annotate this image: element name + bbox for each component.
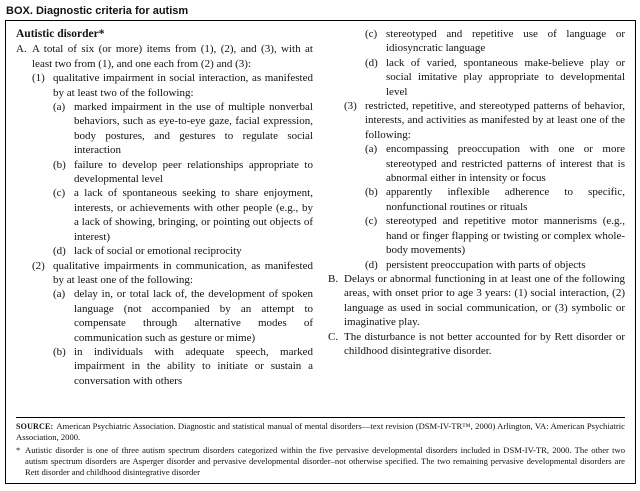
criteria-box: [5, 20, 636, 484]
criterion-text: a lack of spontaneous seeking to share enjoyment, interests, or achievements with other people (e.g., by a lack of showing, bringing, or pointing out objects of interest): [74, 187, 313, 243]
footnote-text: Autistic disorder is one of three autism spectrum disorders categorized within the five pervasive developmental disorders included in DSM-IV-TR, 2000. The other two autism spectrum disorders are Asperger disorder and pervasive developmental disorder–not otherwise specified. The two remaining pervasive developmental disorders are Rett disorder and childhood disintegrative disorder: [25, 445, 625, 477]
criterion-text: persistent preoccupation with parts of objects: [386, 258, 586, 271]
footnote-marker: *: [16, 445, 21, 455]
criterion-text: lack of varied, spontaneous make-believe play or social imitative play appropriate to developmental level: [386, 56, 625, 98]
criterion-text: failure to develop peer relationships appropriate to developmental level: [74, 158, 313, 186]
left-column: [16, 27, 313, 413]
source-text: American Psychiatric Association. Diagnostic and statistical manual of mental disorders—text revision (DSM-IV-TR™, 2000) Arlington, VA: American Psychiatric Association, 2000.: [16, 421, 625, 442]
criterion-text: A total of six (or more) items from (1), (2), and (3), with at least two from (1), and one each from (2) and (3):: [32, 43, 313, 70]
criterion-label: (b): [53, 345, 66, 358]
criterion-text: in individuals with adequate speech, marked impairment in the ability to initiate or sustain a conversation with others: [74, 345, 313, 387]
criterion-text: apparently inflexible adherence to specific, nonfunctional routines or rituals: [386, 186, 625, 213]
criterion-text: qualitative impairment in social interaction, as manifested by at least two of the following:: [53, 72, 313, 99]
criterion-text: marked impairment in the use of multiple nonverbal behaviors, such as eye-to-eye gaze, facial expression, body postures, and gestures to regulate social interaction: [74, 101, 313, 157]
footnote: [16, 445, 625, 478]
criterion-label: (a): [53, 101, 66, 114]
criterion-label: (c): [365, 28, 378, 40]
criterion-label: B.: [328, 272, 339, 285]
criterion-A1a: [16, 100, 313, 158]
criterion-text: restricted, repetitive, and stereotyped patterns of behavior, interests, and activities as manifested by at least one of the following:: [365, 100, 625, 141]
criterion-A2c: [328, 27, 625, 56]
criterion-label: (b): [53, 158, 66, 171]
criterion-label: (a): [53, 288, 66, 301]
criterion-A1c: [16, 186, 313, 244]
criterion-text: stereotyped and repetitive use of language or idiosyncratic language: [386, 28, 625, 55]
criterion-B: [328, 272, 625, 330]
criterion-A1: [16, 71, 313, 100]
source-label: SOURCE:: [16, 422, 54, 431]
criterion-A3c: [328, 214, 625, 257]
criterion-text: Delays or abnormal functioning in at least one of the following areas, with onset prior to age 3 years: (1) social interaction, (2) language as used in social communication, or (3) symbolic or imaginative play.: [344, 272, 625, 329]
criterion-A2d: [328, 56, 625, 99]
criterion-label: (1): [32, 72, 45, 85]
criterion-label: A.: [16, 43, 27, 56]
criterion-A3a: [328, 142, 625, 185]
criterion-label: (d): [365, 56, 378, 69]
criterion-text: lack of social or emotional reciprocity: [74, 245, 242, 258]
criterion-A2b: [16, 345, 313, 388]
criterion-label: (c): [365, 215, 378, 228]
criterion-label: (3): [344, 100, 357, 113]
criterion-text: delay in, or total lack of, the development of spoken language (not accompanied by an attempt to compensate through alternative modes of communication such as gesture or mime): [74, 288, 313, 344]
criterion-label: (c): [53, 187, 66, 200]
criterion-text: encompassing preoccupation with one or more stereotyped and restricted patterns of interest that is abnormal either in intensity or focus: [386, 143, 625, 185]
criterion-text: The disturbance is not better accounted for by Rett disorder or childhood disintegrative disorder.: [344, 330, 625, 357]
criterion-label: (2): [32, 259, 45, 272]
criterion-A2a: [16, 287, 313, 345]
criterion-label: C.: [328, 330, 339, 343]
criterion-text: stereotyped and repetitive motor mannerisms (e.g., hand or finger flapping or twisting or complex whole-body movements): [386, 215, 625, 257]
criterion-A1b: [16, 158, 313, 187]
box-title: BOX. Diagnostic criteria for autism: [6, 5, 189, 17]
criterion-A1d: [16, 244, 313, 258]
criterion-text: qualitative impairments in communication, as manifested by at least one of the following:: [53, 259, 313, 286]
criterion-A: [16, 42, 313, 71]
criterion-A3d: [328, 258, 625, 272]
footer-divider: [16, 417, 625, 418]
criterion-A3: [328, 99, 625, 142]
criterion-label: (d): [53, 245, 66, 258]
source-line: [16, 421, 625, 443]
disorder-heading: Autistic disorder*: [16, 28, 105, 40]
criterion-label: (a): [365, 143, 378, 156]
right-column: [328, 27, 625, 413]
criterion-C: [328, 330, 625, 359]
criteria-columns: [16, 27, 625, 413]
criterion-A3b: [328, 185, 625, 214]
criterion-A2: [16, 259, 313, 288]
criterion-label: (d): [365, 258, 378, 271]
footer: [16, 413, 625, 478]
criterion-label: (b): [365, 186, 378, 199]
